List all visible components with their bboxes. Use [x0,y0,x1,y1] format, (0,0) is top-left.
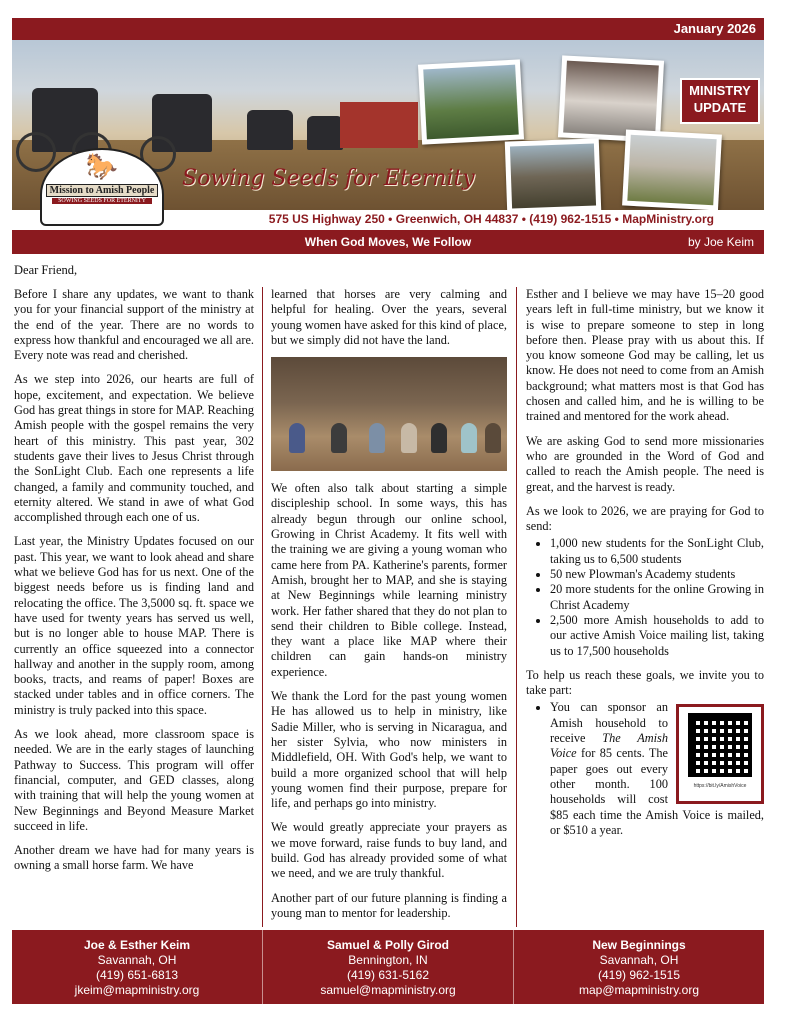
headline: When God Moves, We Follow [304,235,472,249]
list-item: • 20 more students for the online Growing in Christ Academy [550,582,764,613]
paragraph: We often also talk about starting a simple discipleship school. In some ways, this has already begun through our online school, Growing in Christ Academy. It fits well with the training we are giving a young woman who came here from PA. Katherine's parents, former Amish, brought her to MAP, and she is staying at New Beginnings while learning ministry work. Her father shared that they do not plan to send their children to Bible college. Instead, they want a place like MAP where their children can gain hands-on ministry experience. [271,481,507,679]
photo-silo-farm [622,130,722,210]
masthead [12,18,764,254]
column-divider [516,287,517,927]
photo-horses [505,138,601,210]
paragraph: We would greatly appreciate your prayers as we move forward, raise funds to buy land, and build. God has already provided some of what we need, and we are truly thankful. [271,820,507,881]
paragraph: To help us reach these goals, we invite you to take part: [526,667,764,698]
paragraph: Last year, the Ministry Updates focused on our past. This year, we want to look ahead and share what we believe God has for us next. One of the biggest needs before us is finding land and relocating the office. The 3,5000 sq. ft. space we have used for twenty years has served us well, but is no longer able to house MAP. There is currently an office squeezed into a connector hallway and another in the supply room, among books, tracts, and reams of paper! Boxes are stacked under tables and in office corners. The ministry is truly packed into this space. [14,534,254,717]
red-barn [340,102,418,148]
sponsor-text: for 85 cents. The paper goes out every other month. 100 households will cost $85 each time the Amish Voice is mailed, or $510 a year. [550,746,764,837]
contact-city: Bennington, IN [348,953,428,967]
greeting: Dear Friend, [14,263,78,277]
byline: by Joe Keim [687,235,754,249]
amish-voice-title: The Amish Voice [550,731,668,761]
qr-code-icon [688,713,752,777]
tagline: Sowing Seeds for Eternity [182,166,475,191]
prayer-list [526,536,764,658]
contact-phone: (419) 962-1515 [597,968,681,982]
contact-phone: (419) 651-6813 [95,968,179,982]
contact-block [513,930,764,1004]
logo-name: Mission to Amish People [46,184,158,197]
paragraph: As we look ahead, more classroom space is needed. We are in the early stages of launching Pathway to Success. This program will offer financial, computer, and GED classes, along with training that will help the young women at New Beginnings and Beyond Measure Market succeed in life. [14,727,254,833]
paragraph: We are asking God to send more missionaries who are grounded in the Word of God and called to reach the Amish people. The need is great, and the harvest is ready. [526,433,764,494]
contact-address: 575 US Highway 250 • Greenwich, OH 44837 • (419) 962-1515 • MapMinistry.org [268,212,714,226]
sponsor-text: You can sponsor an Amish household to receive [550,700,668,746]
list-item: • 50 new Plowman's Academy students [550,567,764,582]
paragraph: As we look to 2026, we are praying for God to send: [526,503,764,534]
sponsor-list [526,700,764,838]
list-item: • 2,500 more Amish households to add to our active Amish Voice mailing list, taking us to 17,500 households [550,613,764,659]
contact-name: Joe & Esther Keim [83,938,191,952]
date-strip [12,18,764,40]
contact-city: Savannah, OH [97,953,177,967]
list-item [550,700,764,838]
contact-email[interactable]: jkeim@mapministry.org [74,983,200,997]
ministry-update-badge [680,78,760,124]
photo-field-workers [418,59,524,144]
contact-block [12,930,262,1004]
buggy-4 [307,116,343,150]
paragraph: Another dream we have had for many years is owning a small horse farm. We have [14,843,254,873]
footer-contacts [12,930,764,1004]
buggy-3 [247,110,293,150]
contact-name: Samuel & Polly Girod [326,938,450,952]
list-item: • 1,000 new students for the SonLight Club, taking us to 6,500 students [550,536,764,567]
headline-bar [12,230,764,254]
contact-block [262,930,513,1004]
paragraph: We thank the Lord for the past young women He has allowed us to help in ministry, like Sadie Miller, who is serving in Nicaragua, and her sister Sylvia, who now ministers in Middlefield, OH. With God's help, we want to build a more organized school that will help young women find their purpose, prepare for life, and perhaps go into ministry. [271,689,507,811]
badge-line-1: MINISTRY [689,83,751,98]
paragraph: Before I share any updates, we want to thank you for your financial support of the ministry at the end of the year. There are no words to express how thankful and encouraged we all are. Every note was read and cherished. [14,287,254,363]
qr-code[interactable] [676,704,764,804]
issue-date: January 2026 [673,21,756,36]
column-1 [14,287,254,883]
contact-name: New Beginnings [592,938,686,952]
paragraph: learned that horses are very calming and helpful for healing. Over the years, several young women have asked for this kind of place, but we simply did not have the land. [271,287,507,347]
contact-phone: (419) 631-5162 [346,968,430,982]
qr-url: • https://bit.ly/AmishVoice [693,783,747,790]
paragraph: Esther and I believe we may have 15–20 good years left in full-time ministry, but we know it is wise to prepare someone to step in long before then. Please pray with us about this. If you know someone God may be calling, let us know. He does not need to come from an Amish background; what matters most is that God has chosen and called him, and he is willing to be trained and mentored for the work ahead. [526,287,764,424]
contact-email[interactable]: samuel@mapministry.org [320,983,456,997]
logo-subtitle: SOWING SEEDS FOR ETERNITY [52,198,152,204]
photo-group [558,55,664,142]
badge-line-2: UPDATE [693,100,747,115]
column-3 [526,287,764,838]
horse-buggy-icon: 🐎 [85,152,119,181]
photo-living-room-group [271,357,507,471]
column-2 [271,287,507,930]
paragraph: As we step into 2026, our hearts are full of hope, excitement, and expectation. We believe God has great things in store for MAP. Reaching Amish people with the gospel remains the very heart of this ministry. This past year, 302 students gave their lives to Jesus Christ through the SonLight Club. Each one represents a life changed, a family and community touched, and eternity altered. We stand in awe of what God accomplished through each one of us. [14,372,254,525]
contact-city: Savannah, OH [599,953,679,967]
paragraph: Another part of our future planning is finding a young man to mentor for leadership. [271,890,507,920]
column-divider [262,287,263,927]
contact-email[interactable]: map@mapministry.org [579,983,699,997]
